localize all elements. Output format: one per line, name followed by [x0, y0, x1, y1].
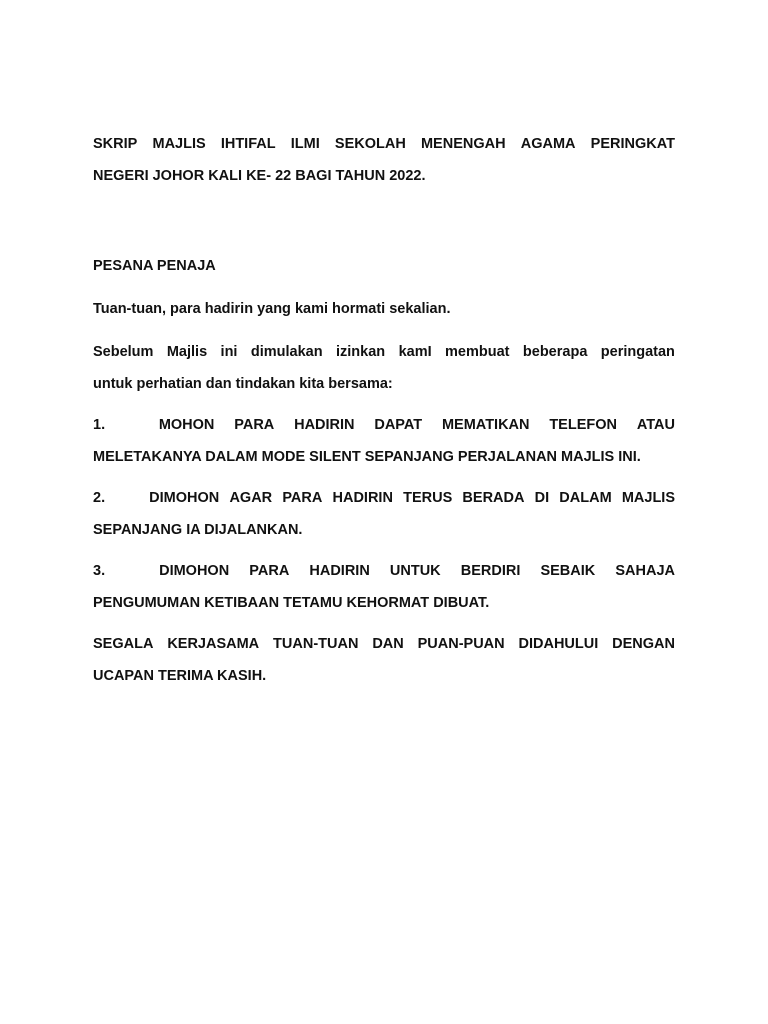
document-title [93, 128, 675, 192]
title-line-1 [93, 128, 675, 160]
word: HADIRIN [309, 563, 370, 579]
word: SEBAIK [540, 563, 596, 579]
list-item-number: 2. [93, 490, 106, 506]
list-item-line-1 [93, 482, 675, 514]
intro-paragraph [93, 336, 675, 400]
word: kamI [398, 344, 432, 360]
word: HADIRIN [332, 490, 393, 506]
word: ILMI [290, 136, 320, 152]
word: DAN [372, 636, 404, 652]
word: UNTUK [389, 563, 441, 579]
word: IHTIFAL [220, 136, 276, 152]
word: PARA [282, 490, 323, 506]
word: PARA [249, 563, 290, 579]
list-item-line-2: SEPANJANG IA DIJALANKAN. [93, 522, 303, 538]
word: DIMOHON [149, 490, 220, 506]
word: SKRIP [93, 136, 138, 152]
word: KERJASAMA [167, 636, 260, 652]
word: Sebelum [93, 344, 154, 360]
word: AGAR [229, 490, 273, 506]
word: peringatan [600, 344, 675, 360]
word: PERINGKAT [590, 136, 675, 152]
list-item [93, 555, 675, 619]
word: PARA [234, 417, 275, 433]
word: MAJLIS [152, 136, 206, 152]
list-item-line-1 [93, 555, 675, 587]
word: AGAMA [520, 136, 576, 152]
word: beberapa [522, 344, 588, 360]
word: dimulakan [250, 344, 323, 360]
word: DIDAHULUI [518, 636, 599, 652]
closing-line-1 [93, 628, 675, 660]
list-item-line-1 [93, 409, 675, 441]
word: SAHAJA [615, 563, 675, 579]
word: DALAM [559, 490, 612, 506]
word: DI [534, 490, 550, 506]
word: PUAN-PUAN [417, 636, 505, 652]
word: BERDIRI [460, 563, 521, 579]
word: BERADA [462, 490, 525, 506]
word: Majlis [166, 344, 208, 360]
list-item-number: 3. [93, 563, 106, 579]
list-item-line-2: PENGUMUMAN KETIBAAN TETAMU KEHORMAT DIBUAT. [93, 595, 490, 611]
word: TELEFON [549, 417, 617, 433]
word: SEKOLAH [334, 136, 406, 152]
list-item [93, 482, 675, 546]
list-item [93, 409, 675, 473]
word: membuat [445, 344, 510, 360]
word: MENENGAH [420, 136, 506, 152]
word: DENGAN [612, 636, 675, 652]
greeting-paragraph: Tuan-tuan, para hadirin yang kami hormati sekalian. [93, 301, 451, 317]
word: MEMATIKAN [441, 417, 530, 433]
word: DIMOHON [159, 563, 230, 579]
word: MAJLIS [621, 490, 675, 506]
list-item-number: 1. [93, 417, 106, 433]
closing-paragraph [93, 628, 675, 692]
word: TUAN-TUAN [273, 636, 359, 652]
document-body [93, 128, 675, 692]
word: ini [220, 344, 238, 360]
word: ATAU [636, 417, 675, 433]
list-item-line-2: MELETAKANYA DALAM MODE SILENT SEPANJANG PERJALANAN MAJLIS INI. [93, 449, 641, 465]
word: MOHON [158, 417, 215, 433]
section-heading: PESANA PENAJA [93, 258, 216, 274]
title-line-2: NEGERI JOHOR KALI KE- 22 BAGI TAHUN 2022. [93, 168, 426, 184]
word: izinkan [336, 344, 386, 360]
intro-line-1 [93, 336, 675, 368]
word: SEGALA [93, 636, 154, 652]
word: HADIRIN [294, 417, 355, 433]
word: DAPAT [374, 417, 423, 433]
closing-line-2: UCAPAN TERIMA KASIH. [93, 668, 267, 684]
intro-line-2: untuk perhatian dan tindakan kita bersama: [93, 376, 393, 392]
word: TERUS [403, 490, 453, 506]
